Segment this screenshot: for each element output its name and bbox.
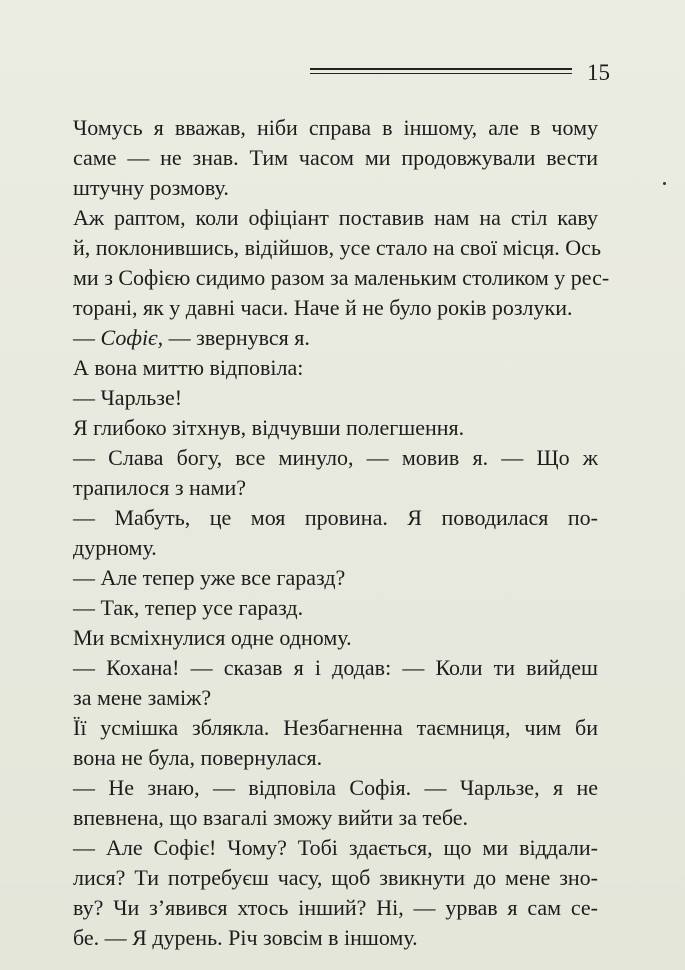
text-line: торані, як у давні часи. Наче й не було років розлуки. xyxy=(73,295,573,320)
text-line: ву? Чи з’явився хтось інший? Ні, — урвав я сам се- xyxy=(73,895,598,920)
text-line: лися? Ти потребуєш часу, щоб звикнути до мене зно- xyxy=(73,865,598,890)
text-line: — Але Софіє! Чому? Тобі здається, що ми віддали- xyxy=(73,835,598,860)
text-line: — Мабуть, це моя провина. Я поводилася по- xyxy=(73,505,598,530)
text-line: — Софіє, — звернувся я. xyxy=(73,325,310,350)
text-line: впевнена, що взагалі зможу вийти за тебе. xyxy=(73,805,469,830)
text-line: Ми всміхнулися одне одному. xyxy=(73,625,352,650)
text-line: Аж раптом, коли офіціант поставив нам на стіл каву xyxy=(73,205,598,230)
text-line: — Але тепер уже все гаразд? xyxy=(73,565,346,590)
text-line: — Кохана! — сказав я і додав: — Коли ти вийдеш xyxy=(73,655,598,680)
text-line: — Чарльзе! xyxy=(73,385,183,410)
text-line: й, поклонившись, відійшов, усе стало на свої місця. Ось xyxy=(73,235,601,260)
text-line: дурному. xyxy=(73,535,157,560)
text-line: саме — не знав. Тим часом ми продовжували вести xyxy=(73,145,598,170)
text-line: трапилося з нами? xyxy=(73,475,247,500)
running-header xyxy=(310,58,610,88)
text-line: — Так, тепер усе гаразд. xyxy=(73,595,304,620)
text-line: Чомусь я вважав, ніби справа в іншому, але в чому xyxy=(73,115,598,140)
text-line: бе. — Я дурень. Річ зовсім в іншому. xyxy=(73,925,418,950)
italic-name: Софіє, xyxy=(100,325,164,350)
header-rule-thin xyxy=(310,73,572,74)
page-number: 15 xyxy=(587,60,610,85)
text-line: за мене заміж? xyxy=(73,685,212,710)
text-line: — Слава богу, все минуло, — мовив я. — Що ж xyxy=(73,445,598,470)
text-line: вона не була, повернулася. xyxy=(73,745,323,770)
text-line: Її усмішка зблякла. Незбагненна таємниця, чим би xyxy=(73,715,598,740)
text-line: — Не знаю, — відповіла Софія. — Чарльзе, я не xyxy=(73,775,598,800)
text-line: штучну розмову. xyxy=(73,175,229,200)
text-line: А вона миттю відповіла: xyxy=(73,355,304,380)
header-rule xyxy=(310,68,572,70)
text-line: Я глибоко зітхнув, відчувши полегшення. xyxy=(73,415,465,440)
body-text xyxy=(73,113,610,953)
text-line: ми з Софією сидимо разом за маленьким столиком у рес- xyxy=(73,265,610,290)
margin-speck xyxy=(663,182,666,185)
